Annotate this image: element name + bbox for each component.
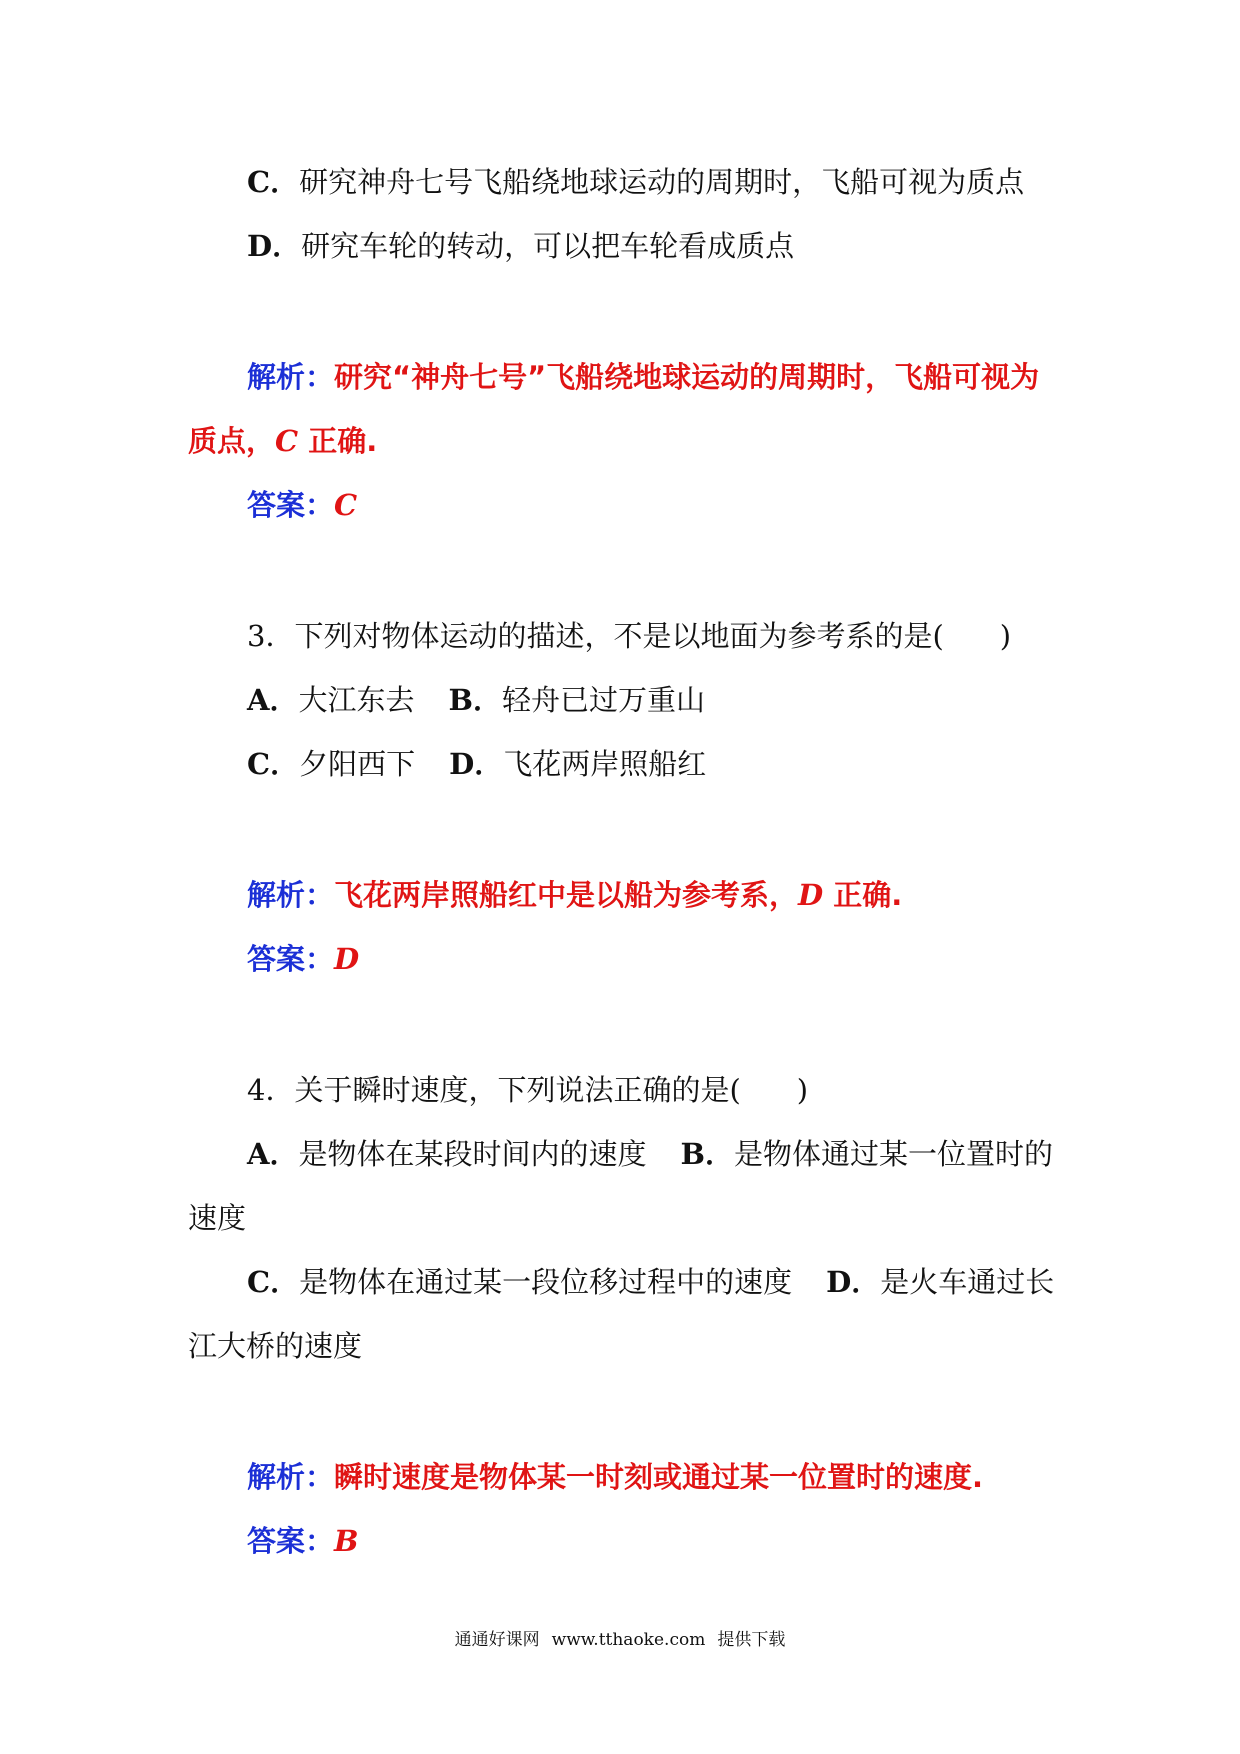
q4-answer-value: B (334, 1524, 359, 1558)
q3-option-c-text: 夕阳西下 (299, 747, 416, 781)
q3-option-b-text: 轻舟已过万重山 (502, 683, 706, 717)
q4-option-d-letter: D． (826, 1265, 881, 1299)
q4-option-b-text-cont: 速度 (188, 1201, 247, 1235)
q4-stem (247, 1070, 808, 1110)
page-footer (0, 1628, 1240, 1652)
q3-stem (247, 616, 1011, 656)
q3-analysis-text-2: 正确. (823, 878, 903, 912)
q2-option-c-text: 研究神舟七号飞船绕地球运动的周期时，飞船可视为质点 (299, 165, 1025, 199)
q3-analysis (247, 875, 902, 915)
q3-option-a-text: 大江东去 (298, 683, 415, 717)
q4-stem-text: 4．关于瞬时速度，下列说法正确的是( (247, 1073, 741, 1107)
q3-answer-value: D (334, 942, 360, 976)
q3-option-b-letter: B． (448, 683, 503, 717)
q3-option-a-letter: A． (247, 683, 299, 717)
q2-option-d (247, 226, 794, 266)
footer-url[interactable]: www.tthaoke.com (551, 1630, 706, 1650)
q4-option-b-continuation (188, 1198, 246, 1238)
q3-answer (247, 939, 359, 979)
q2-option-d-letter: D． (247, 229, 302, 263)
q4-option-b-letter: B． (680, 1137, 735, 1171)
q4-option-d-text: 是火车通过长 (880, 1265, 1055, 1299)
q2-answer (247, 485, 357, 525)
q3-answer-label: 答案： (247, 942, 335, 976)
q4-analysis-label: 解析： (247, 1460, 335, 1494)
q4-stem-close: ) (796, 1073, 809, 1107)
q2-analysis-line1 (247, 357, 1039, 397)
q3-options-row-1 (247, 680, 705, 720)
q4-option-d-continuation (188, 1326, 362, 1366)
q2-analysis-line2 (188, 421, 377, 461)
q4-answer (247, 1521, 359, 1561)
q3-option-c-letter: C． (247, 747, 300, 781)
q2-analysis-text-1: 研究“神舟七号”飞船绕地球运动的周期时，飞船可视为 (334, 360, 1040, 394)
q4-option-b-text: 是物体通过某一位置时的 (734, 1137, 1054, 1171)
q4-option-c-text: 是物体在通过某一段位移过程中的速度 (299, 1265, 793, 1299)
q3-analysis-text-1: 飞花两岸照船红中是以船为参考系， (334, 878, 799, 912)
q4-answer-label: 答案： (247, 1524, 335, 1558)
q2-option-d-text: 研究车轮的转动，可以把车轮看成质点 (301, 229, 795, 263)
q2-analysis-text-3: 正确. (298, 424, 378, 458)
footer-site-name: 通通好课网 (454, 1630, 540, 1650)
q4-options-row-1 (247, 1134, 1053, 1174)
q4-options-row-2 (247, 1262, 1054, 1302)
q2-analysis-var: C (275, 424, 299, 458)
q3-stem-text: 3．下列对物体运动的描述，不是以地面为参考系的是( (247, 619, 944, 653)
q3-analysis-var: D (798, 878, 824, 912)
q4-option-d-text-cont: 江大桥的速度 (188, 1329, 363, 1363)
q4-analysis-text: 瞬时速度是物体某一时刻或通过某一位置时的速度. (334, 1460, 984, 1494)
q3-option-d-text: 飞花两岸照船红 (503, 747, 707, 781)
q2-analysis-text-2: 质点， (188, 424, 276, 458)
q4-option-a-text: 是物体在某段时间内的速度 (298, 1137, 647, 1171)
q3-option-d-letter: D． (449, 747, 504, 781)
q4-option-a-letter: A． (247, 1137, 299, 1171)
q2-answer-value: C (334, 488, 358, 522)
q3-analysis-label: 解析： (247, 878, 335, 912)
q2-option-c (247, 162, 1024, 202)
q4-option-c-letter: C． (247, 1265, 300, 1299)
footer-action: 提供下载 (717, 1630, 786, 1650)
q3-stem-close: ) (999, 619, 1012, 653)
q2-answer-label: 答案： (247, 488, 335, 522)
q4-analysis (247, 1457, 983, 1497)
q2-analysis-label: 解析： (247, 360, 335, 394)
q2-option-c-letter: C． (247, 165, 300, 199)
q3-options-row-2 (247, 744, 706, 784)
